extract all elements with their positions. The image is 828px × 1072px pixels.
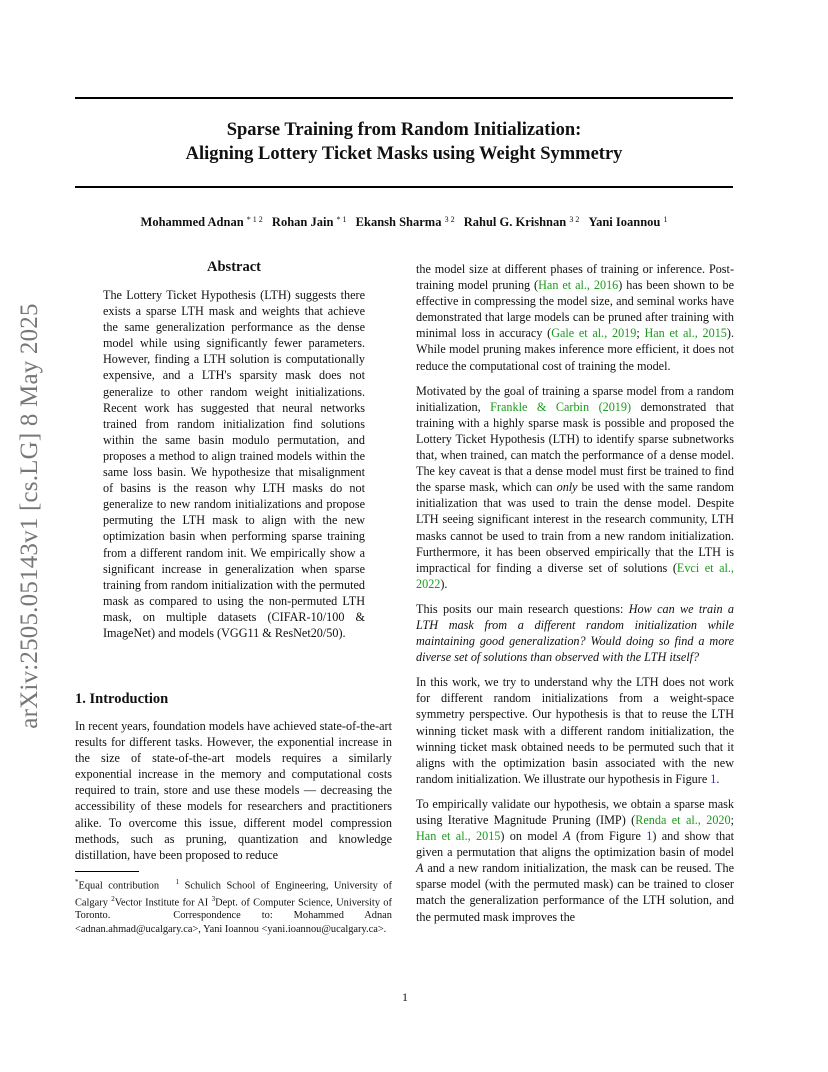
footnote: *Equal contribution $^1$ Schulich School of Engineering, University of Calgary $^2$Vector Institute for AI $^3$Dept. of Computer Science, University of Toronto. Correspondence to: Mohammed Adnan <adnan.ahmad@ucalgary.ca>, Yani Ioannou <yani.ioannou@ucalgary.ca>.	[75, 878, 392, 935]
author-3: Ekansh Sharma $^{3 2}$	[355, 215, 455, 229]
paper-title	[75, 118, 733, 166]
citation-link[interactable]: Han et al., 2016	[538, 278, 619, 293]
citation-link[interactable]: Han et al., 2015	[644, 326, 727, 341]
figure-reference-link[interactable]: 1	[646, 829, 653, 844]
citation-link[interactable]: Renda et al., 2020	[635, 813, 731, 827]
title-line-2: Aligning Lottery Ticket Masks using Weight Symmetry	[185, 144, 623, 164]
arxiv-watermark	[16, 286, 44, 746]
introduction-text: In recent years, foundation models have achieved state-of-the-art results for different tasks. However, the exponential increase in the size of state-of-the-art models requires a similarly exponential increase in the memory and computational costs required to train, store and use these models — decreasing the accessibility of these models for researchers and practitioners alike. To overcome this issue, different model compression methods, such as pruning, quantization and knowledge distillation, have been proposed to reduce	[75, 719, 392, 862]
author-5: Yani Ioannou $^1$	[588, 215, 668, 229]
title-bottom-rule	[75, 186, 733, 188]
introduction-heading: 1. Introduction	[75, 691, 169, 707]
author-1: Mohammed Adnan $^{* 1 2}$	[140, 215, 263, 229]
footnote-rule	[75, 871, 139, 872]
author-2: Rohan Jain $^{* 1}$	[271, 215, 347, 229]
citation-link[interactable]: (2019)	[598, 399, 632, 414]
figure-reference-link[interactable]: 1	[710, 771, 717, 786]
paragraph-validation: To empirically validate our hypothesis, we obtain a sparse mask using Iterative Magnitude Pruning (IMP) (Renda et al., 2020; Han et al., 2015) on model A (from Figure 1) and show that given a permutation that aligns the optimization basin of model A and a new random initialization, the mask can be reused. The sparse model (with the permuted mask) can be trained to closer match the generalization performance of the LTH solution, and the permuted mask improves the	[416, 796, 735, 924]
top-rule	[75, 97, 733, 99]
title-line-1: Sparse Training from Random Initialization:	[226, 120, 582, 140]
paragraph-lth-motivation: Motivated by the goal of training a sparse model from a random initialization, Frankle & Carbin (2019) demonstrated that training with a highly sparse mask is possible and proposed the Lottery Ticket Hypothesis (LTH) to identify sparse subnetworks that, when trained, can match the performance of a dense model. The key caveat is that a dense model must first be trained to find the sparse mask, which can only be used with the same random initialization that was used to train the dense model. Despite LTH seeing significant interest in the research community, LTH masks cannot be used to train from a new random initialization. Furthermore, it has been observed empirically that the LTH is impractical for finding a diverse set of solutions (Evci et al., 2022).	[416, 383, 734, 591]
citation-link[interactable]: Evci et al., 2022	[416, 560, 734, 591]
paragraph-model-pruning: the model size at different phases of training or inference. Post-training model pruning (Han et al., 2016) has been shown to be effective in compressing the model size, and seminal works have demonstrated that large models can be pruned after training with minimal loss in accuracy (Gale et al., 2019; Han et al., 2015). While model pruning makes inference more efficient, it does not reduce the computational cost of training the model.	[416, 262, 735, 373]
paragraph-research-questions: This posits our main research questions: How can we train a LTH mask from a different random initialization while maintaining good generalization? Would doing so find a more diverse set of solutions than observed with the LTH itself?	[416, 601, 734, 665]
citation-link[interactable]: Frankle & Carbin	[490, 399, 590, 414]
author-4: Rahul G. Krishnan $^{3 2}$	[463, 215, 580, 229]
page-number: 1	[402, 990, 408, 1004]
abstract-text: The Lottery Ticket Hypothesis (LTH) suggests there exists a sparse LTH mask and weights that achieve the same generalization performance as the dense model while using significantly fewer parameters. However, finding a LTH solution is computationally expensive, and a LTH's sparsity mask does not generalize to other random weight initializations. Recent work has suggested that neural networks trained from random initialization find solutions within the same basin modulo permutation, and proposes a method to align trained models within the same loss basin. We hypothesize that misalignment of basins is the reason why LTH masks do not generalize to new random initializations and propose permuting the LTH mask to align with the new optimization basin when performing sparse training from a different random init. We empirically show a significant increase in generalization when sparse training from random initialization with the permuted mask as compared to using the non-permuted LTH mask, on multiple datasets (CIFAR-10/100 & ImageNet) and models (VGG11 & ResNet20/50).	[103, 288, 365, 640]
arxiv-identifier: arXiv:2505.05143v1 [cs.LG] 8 May 2025	[16, 303, 43, 729]
citation-link[interactable]: Han et al., 2015	[416, 829, 501, 844]
citation-link[interactable]: Gale et al., 2019	[551, 326, 637, 341]
paragraph-hypothesis: In this work, we try to understand why the LTH does not work for different random initializations from a weight-space symmetry perspective. Our hypothesis is that to reuse the LTH winning ticket mask with a different random initialization, the winning ticket mask obtained needs to be permuted such that it aligns with the optimization basin associated with the new random initialization. We illustrate our hypothesis in Figure 1.	[416, 675, 734, 786]
abstract-heading: Abstract	[207, 259, 261, 275]
author-list	[75, 215, 733, 230]
right-column	[416, 261, 734, 934]
